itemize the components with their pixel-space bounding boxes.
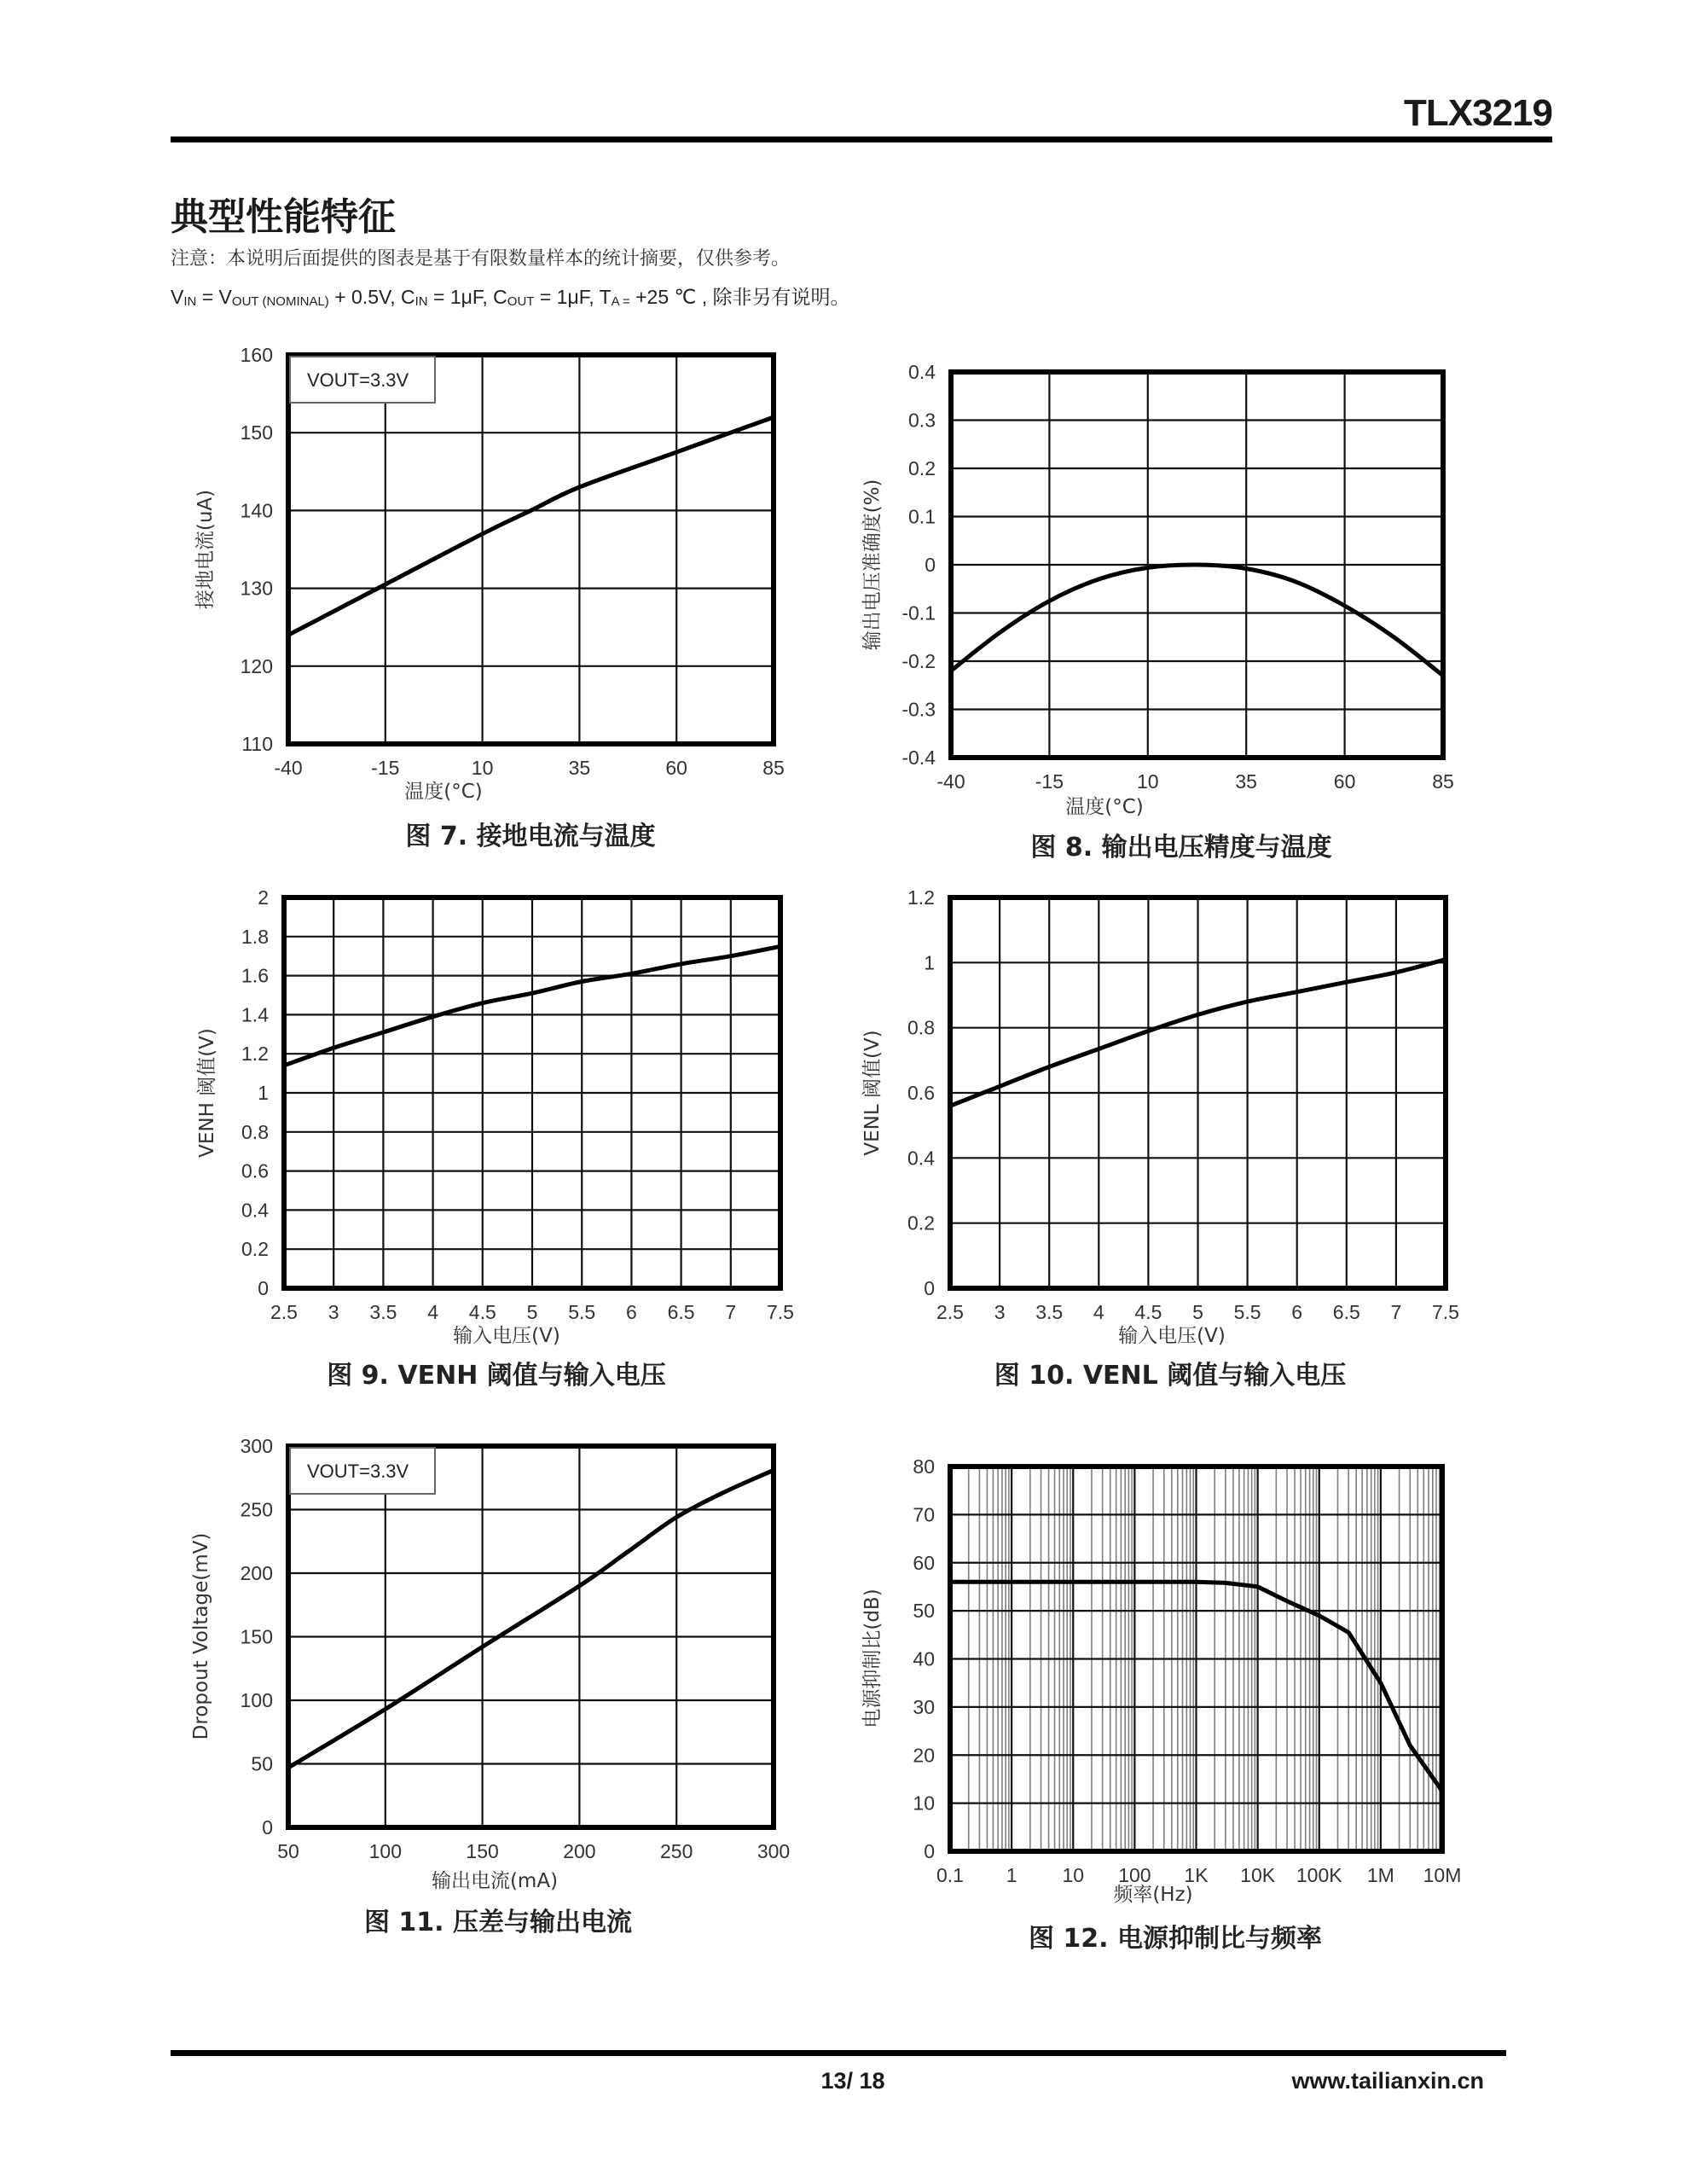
y-tick-label: 0 <box>924 1840 935 1862</box>
chart-fig12 <box>861 1455 1461 1954</box>
y-tick-label: -0.2 <box>901 650 936 672</box>
y-tick-label: 150 <box>240 1625 273 1648</box>
y-tick-label: 0.2 <box>907 1211 935 1234</box>
x-tick-label: 10 <box>1137 770 1159 793</box>
x-tick-label: 1M <box>1366 1864 1394 1886</box>
x-axis-label: 输出电流(mA) <box>431 1870 559 1892</box>
document-id: TLX3219 <box>1404 92 1552 134</box>
cond-part5: +25 ℃ , 除非另有说明。 <box>629 286 850 308</box>
cond-cout-sub: OUT <box>507 294 535 309</box>
y-tick-label: 50 <box>251 1752 273 1775</box>
y-tick-label: 250 <box>240 1498 273 1521</box>
x-tick-label: 60 <box>1333 770 1356 793</box>
x-tick-label: 6 <box>1291 1301 1303 1323</box>
footer-rule <box>171 2050 1506 2056</box>
x-axis-label: 频率(Hz) <box>1113 1884 1193 1906</box>
x-tick-label: 5.5 <box>1233 1301 1261 1323</box>
x-tick-label: 3.5 <box>1035 1301 1064 1323</box>
series-line-ignd <box>288 417 774 635</box>
x-tick-label: 1 <box>1006 1864 1017 1886</box>
y-tick-label: 10 <box>913 1792 935 1815</box>
cond-cin-sub: IN <box>415 294 428 309</box>
series-line-accuracy <box>951 565 1443 676</box>
x-tick-label: 150 <box>466 1840 499 1862</box>
x-tick-label: -40 <box>274 757 303 779</box>
x-tick-label: 200 <box>563 1840 596 1862</box>
y-tick-label: 130 <box>240 577 273 600</box>
x-axis-label: 温度(°C) <box>1065 796 1144 818</box>
y-tick-label: 1.8 <box>241 925 269 948</box>
chart-fig8 <box>861 361 1454 863</box>
figure-caption: 图 8. 输出电压精度与温度 <box>1030 833 1332 863</box>
x-tick-label: 2.5 <box>936 1301 964 1323</box>
x-tick-label: 100 <box>1118 1864 1151 1886</box>
x-tick-label: 7 <box>1390 1301 1402 1323</box>
x-axis-label: 温度(°C) <box>404 781 483 803</box>
y-axis-label: VENL 阈值(V) <box>861 1030 884 1156</box>
x-tick-label: 10K <box>1240 1864 1276 1886</box>
website-link[interactable]: www.tailianxin.cn <box>1291 2068 1484 2094</box>
y-tick-label: 70 <box>913 1503 935 1526</box>
figure-caption: 图 11. 压差与输出电流 <box>363 1908 633 1937</box>
y-axis-label: VENH 阈值(V) <box>196 1028 218 1158</box>
x-tick-label: 35 <box>568 757 591 779</box>
y-tick-label: 100 <box>240 1689 273 1711</box>
x-tick-label: -15 <box>371 757 400 779</box>
y-tick-label: 200 <box>240 1562 273 1584</box>
x-tick-label: 5 <box>1192 1301 1203 1323</box>
x-tick-label: 1K <box>1184 1864 1209 1886</box>
y-tick-label: 0 <box>924 1277 935 1299</box>
y-tick-label: 2 <box>258 886 269 909</box>
y-tick-label: 0.1 <box>908 505 936 528</box>
y-tick-label: 0.6 <box>241 1159 269 1182</box>
y-tick-label: 120 <box>240 654 273 677</box>
x-tick-label: 35 <box>1235 770 1257 793</box>
y-tick-label: -0.4 <box>901 746 936 769</box>
x-tick-label: 0.1 <box>936 1864 964 1886</box>
y-tick-label: 0.2 <box>241 1238 269 1261</box>
y-tick-label: 80 <box>913 1455 935 1478</box>
x-tick-label: 4 <box>1093 1301 1104 1323</box>
y-tick-label: -0.1 <box>901 601 936 624</box>
y-tick-label: -0.3 <box>901 698 936 721</box>
y-tick-label: 0 <box>925 554 936 576</box>
y-tick-label: 0 <box>258 1277 269 1299</box>
cond-part3: = 1μF, C <box>427 286 507 308</box>
figure-caption: 图 12. 电源抑制比与频率 <box>1028 1924 1323 1954</box>
x-tick-label: 10 <box>471 757 494 779</box>
x-tick-label: 85 <box>1432 770 1454 793</box>
y-tick-label: 60 <box>913 1551 935 1574</box>
chart-fig10 <box>861 886 1459 1391</box>
y-tick-label: 1.4 <box>241 1003 269 1026</box>
x-tick-label: 2.5 <box>270 1301 298 1323</box>
y-tick-label: 0.4 <box>907 1147 935 1170</box>
x-tick-label: 7 <box>725 1301 737 1323</box>
y-axis-label: Dropout Voltage(mV) <box>190 1532 212 1740</box>
x-tick-label: 85 <box>762 757 785 779</box>
disclaimer-note: 注意：本说明后面提供的图表是基于有限数量样本的统计摘要，仅供参考。 <box>171 248 791 270</box>
figure-caption: 图 9. VENH 阈值与输入电压 <box>327 1361 666 1391</box>
y-tick-label: 300 <box>240 1435 273 1457</box>
cond-part4: = 1μF, T <box>534 286 612 308</box>
x-tick-label: 3 <box>994 1301 1006 1323</box>
y-tick-label: 0.4 <box>241 1199 269 1222</box>
y-tick-label: 50 <box>913 1600 935 1623</box>
x-tick-label: 4 <box>427 1301 438 1323</box>
x-tick-label: 7.5 <box>1432 1301 1459 1323</box>
y-tick-label: 160 <box>240 344 273 366</box>
cond-vin: V <box>171 286 184 308</box>
x-tick-label: 3 <box>328 1301 339 1323</box>
figure-caption: 图 10. VENL 阈值与输入电压 <box>994 1361 1347 1391</box>
x-tick-label: 50 <box>277 1840 299 1862</box>
y-axis-label: 输出电压准确度(%) <box>861 479 884 651</box>
x-axis-label: 输入电压(V) <box>1118 1325 1226 1347</box>
y-tick-label: 0.8 <box>907 1016 935 1039</box>
x-tick-label: -15 <box>1035 770 1064 793</box>
cond-ta-sub: A = <box>611 294 630 309</box>
annotation-label: VOUT=3.3V <box>307 369 409 391</box>
chart-fig7 <box>194 344 785 851</box>
x-tick-label: 6.5 <box>667 1301 695 1323</box>
y-tick-label: 0.2 <box>908 457 936 479</box>
y-tick-label: 1.6 <box>241 964 269 987</box>
chart-fig9 <box>196 886 794 1391</box>
figure-caption: 图 7. 接地电流与温度 <box>405 822 656 851</box>
x-tick-label: -40 <box>936 770 965 793</box>
y-tick-label: 1 <box>924 951 935 974</box>
y-tick-label: 1.2 <box>907 886 935 909</box>
x-tick-label: 100K <box>1296 1864 1342 1886</box>
plot-frame <box>288 355 774 744</box>
x-tick-label: 7.5 <box>767 1301 794 1323</box>
y-axis-label: 接地电流(uA) <box>194 489 217 610</box>
x-tick-label: 10 <box>1062 1864 1085 1886</box>
chart-fig11 <box>190 1435 790 1937</box>
x-tick-label: 5.5 <box>568 1301 596 1323</box>
y-tick-label: 140 <box>240 499 273 522</box>
y-axis-label: 电源抑制比(dB) <box>861 1589 884 1728</box>
x-tick-label: 6 <box>626 1301 637 1323</box>
x-tick-label: 250 <box>660 1840 693 1862</box>
cond-vin-sub: IN <box>183 294 197 309</box>
x-tick-label: 5 <box>526 1301 538 1323</box>
x-tick-label: 4.5 <box>1134 1301 1162 1323</box>
x-tick-label: 6.5 <box>1332 1301 1360 1323</box>
y-tick-label: 0.3 <box>908 409 936 432</box>
y-tick-label: 0 <box>262 1816 273 1838</box>
y-tick-label: 1 <box>258 1082 269 1104</box>
section-title: 典型性能特征 <box>171 195 396 239</box>
x-tick-label: 60 <box>665 757 687 779</box>
y-tick-label: 0.6 <box>907 1082 935 1104</box>
page-number: 13/ 18 <box>820 2068 885 2094</box>
series-line-dropout <box>288 1470 774 1768</box>
y-tick-label: 0.8 <box>241 1120 269 1143</box>
y-tick-label: 30 <box>913 1695 935 1718</box>
y-tick-label: 0.4 <box>908 361 936 383</box>
x-tick-label: 3.5 <box>369 1301 397 1323</box>
y-tick-label: 20 <box>913 1744 935 1767</box>
x-axis-label: 输入电压(V) <box>453 1325 560 1347</box>
y-tick-label: 150 <box>240 421 273 444</box>
x-tick-label: 100 <box>368 1840 402 1862</box>
x-tick-label: 4.5 <box>468 1301 496 1323</box>
y-tick-label: 1.2 <box>241 1043 269 1066</box>
x-tick-label: 300 <box>757 1840 791 1862</box>
cond-part2: + 0.5V, C <box>328 286 415 308</box>
y-tick-label: 110 <box>241 733 273 755</box>
cond-vout-sub: OUT (NOMINAL) <box>231 294 329 309</box>
cond-eq1: = V <box>196 286 232 308</box>
annotation-label: VOUT=3.3V <box>307 1461 409 1482</box>
y-tick-label: 40 <box>913 1647 935 1670</box>
x-tick-label: 10M <box>1423 1864 1462 1886</box>
